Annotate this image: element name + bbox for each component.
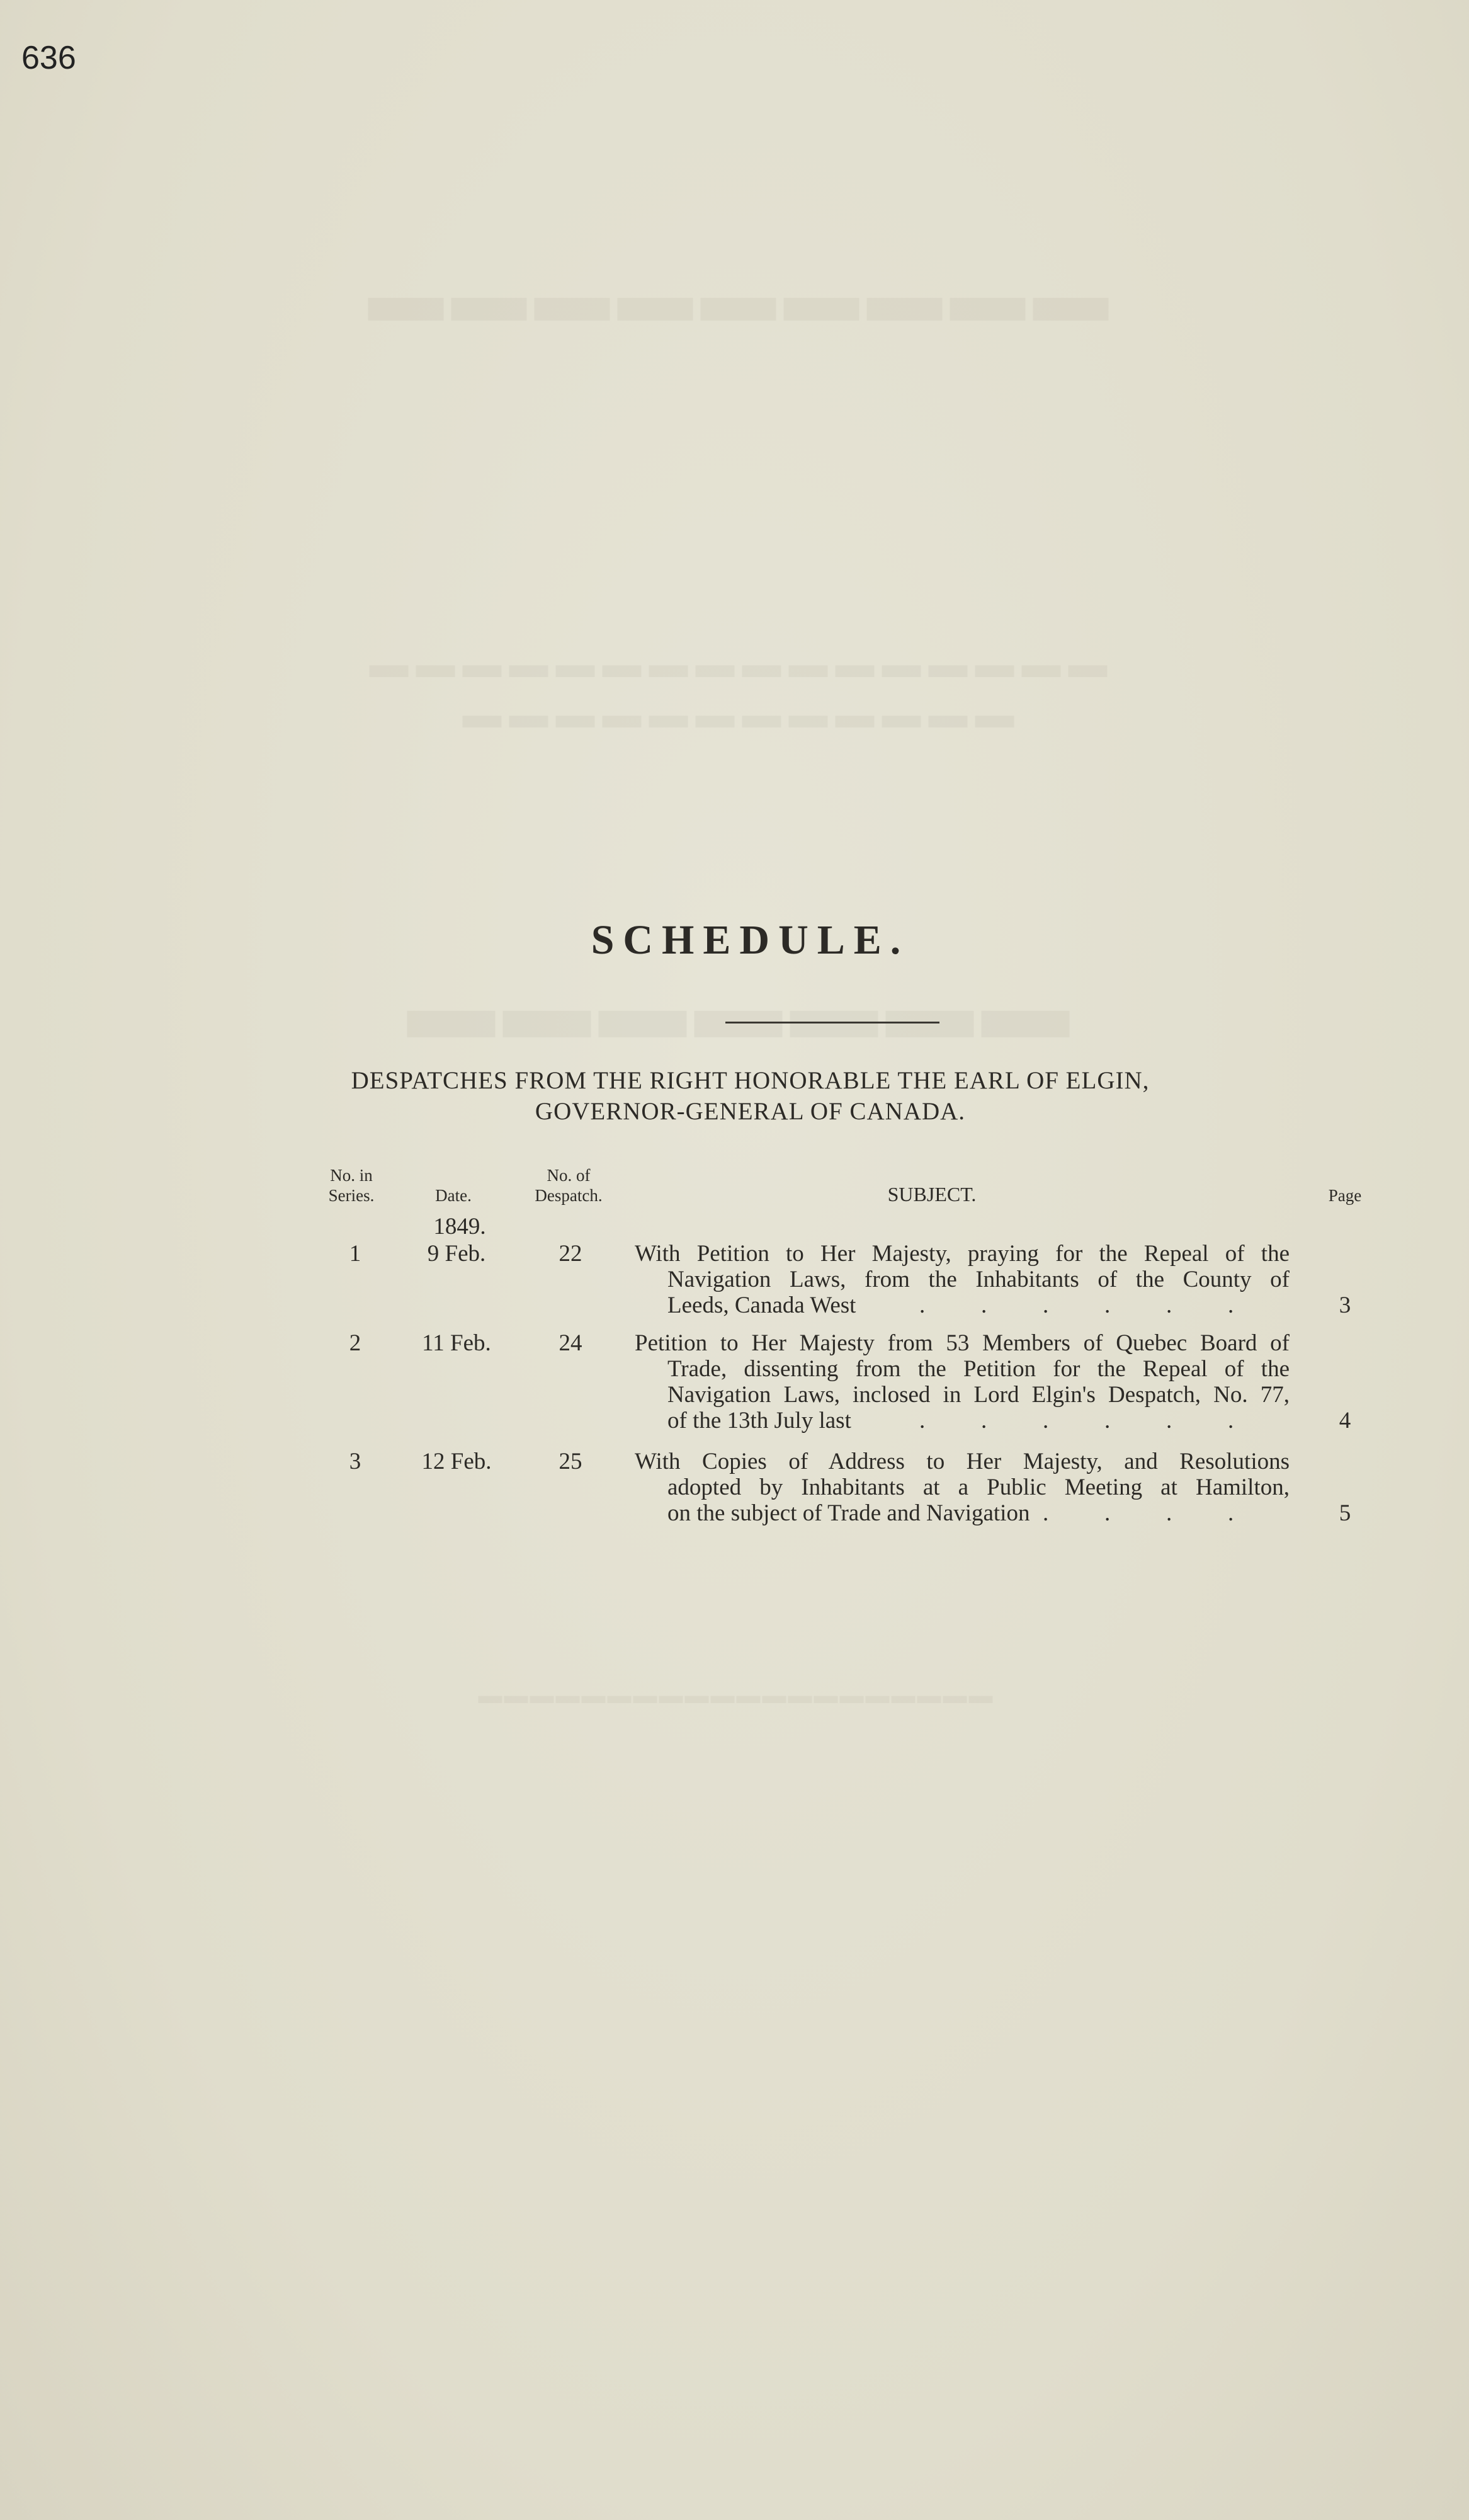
subject-line-with-leader: [635, 1408, 1290, 1434]
subject-line: Navigation Laws, from the Inhabitants of the County of: [667, 1267, 1290, 1292]
row-subject: [635, 1330, 1290, 1434]
column-header-subject: SUBJECT.: [887, 1183, 977, 1206]
row-series-number: 3: [349, 1449, 361, 1474]
column-header-page: Page: [1328, 1186, 1362, 1205]
subject-line-with-leader: [635, 1500, 1290, 1526]
column-header-no-of-despatch: [521, 1165, 616, 1206]
leader-dot: .: [981, 1292, 987, 1318]
leader-dot: .: [1166, 1500, 1172, 1526]
row-subject: [635, 1241, 1290, 1318]
leader-dot: .: [1104, 1292, 1111, 1318]
row-series-number: 2: [349, 1330, 361, 1356]
bleed-through-texture: ▬▬▬▬▬▬▬▬▬▬▬▬: [455, 693, 1014, 736]
year-label: 1849.: [433, 1214, 486, 1240]
subject-line: With Copies of Address to Her Majesty, and Resolutions: [635, 1449, 1290, 1474]
subject-line: Leeds, Canada West: [667, 1292, 856, 1318]
column-header-text: Despatch.: [535, 1186, 603, 1205]
subject-line: of the 13th July last: [667, 1408, 851, 1434]
bleed-through-texture: ▬▬▬▬▬▬▬▬▬: [360, 253, 1109, 337]
row-page: 5: [1339, 1500, 1351, 1526]
subject-line: on the subject of Trade and Navigation: [667, 1500, 1030, 1526]
leader-dot: .: [1043, 1408, 1049, 1434]
leader-dot: .: [919, 1408, 926, 1434]
leader-dot: .: [1166, 1408, 1172, 1434]
row-series-number: 1: [349, 1241, 361, 1267]
dot-leader: [919, 1408, 1290, 1434]
subject-line: adopted by Inhabitants at a Public Meeting at Hamilton,: [667, 1474, 1290, 1500]
leader-dot: .: [1043, 1292, 1049, 1318]
bleed-through-texture: ▬▬▬▬▬▬▬: [399, 959, 1070, 1057]
subject-line: With Petition to Her Majesty, praying for the Repeal of the: [635, 1241, 1290, 1267]
row-date: 9 Feb.: [427, 1241, 486, 1267]
dot-leader: [919, 1292, 1290, 1318]
document-title: SCHEDULE.: [591, 917, 910, 963]
row-date: 11 Feb.: [422, 1330, 491, 1356]
row-despatch-number: 22: [559, 1241, 582, 1267]
leader-dot: .: [1104, 1500, 1111, 1526]
row-despatch-number: 24: [559, 1330, 582, 1356]
row-page: 4: [1339, 1408, 1351, 1434]
column-header-no-in-series: [320, 1165, 383, 1206]
bleed-through-texture: ▬▬▬▬▬▬▬▬▬▬▬▬▬▬▬▬: [361, 643, 1108, 686]
dot-leader: [1043, 1500, 1290, 1526]
leader-dot: .: [1228, 1408, 1234, 1434]
row-despatch-number: 25: [559, 1449, 582, 1474]
bleed-through-texture: ▬▬▬▬▬▬▬▬▬▬▬▬▬▬▬▬▬▬▬▬: [476, 1682, 993, 1709]
column-header-text: No. in: [330, 1166, 373, 1185]
column-header-text: Series.: [328, 1186, 375, 1205]
page-number: 636: [21, 40, 76, 76]
leader-dot: .: [981, 1408, 987, 1434]
column-header-date: Date.: [435, 1186, 472, 1205]
title-rule: [725, 1022, 939, 1023]
row-date: 12 Feb.: [421, 1449, 492, 1474]
leader-dot: .: [1228, 1500, 1234, 1526]
subject-line: Navigation Laws, inclosed in Lord Elgin's Despatch, No. 77,: [667, 1382, 1290, 1408]
row-page: 3: [1339, 1292, 1351, 1318]
heading-line-2: GOVERNOR-GENERAL OF CANADA.: [535, 1098, 966, 1125]
leader-dot: .: [1166, 1292, 1172, 1318]
heading-line-1: DESPATCHES FROM THE RIGHT HONORABLE THE EARL OF ELGIN,: [351, 1067, 1150, 1094]
leader-dot: .: [1228, 1292, 1234, 1318]
subject-line: Trade, dissenting from the Petition for the Repeal of the: [667, 1356, 1290, 1382]
row-subject: [635, 1449, 1290, 1526]
leader-dot: .: [919, 1292, 926, 1318]
column-header-text: No. of: [547, 1166, 591, 1185]
subject-line-with-leader: [635, 1292, 1290, 1318]
subject-line: Petition to Her Majesty from 53 Members of Quebec Board of: [635, 1330, 1290, 1356]
leader-dot: .: [1043, 1500, 1049, 1526]
leader-dot: .: [1104, 1408, 1111, 1434]
